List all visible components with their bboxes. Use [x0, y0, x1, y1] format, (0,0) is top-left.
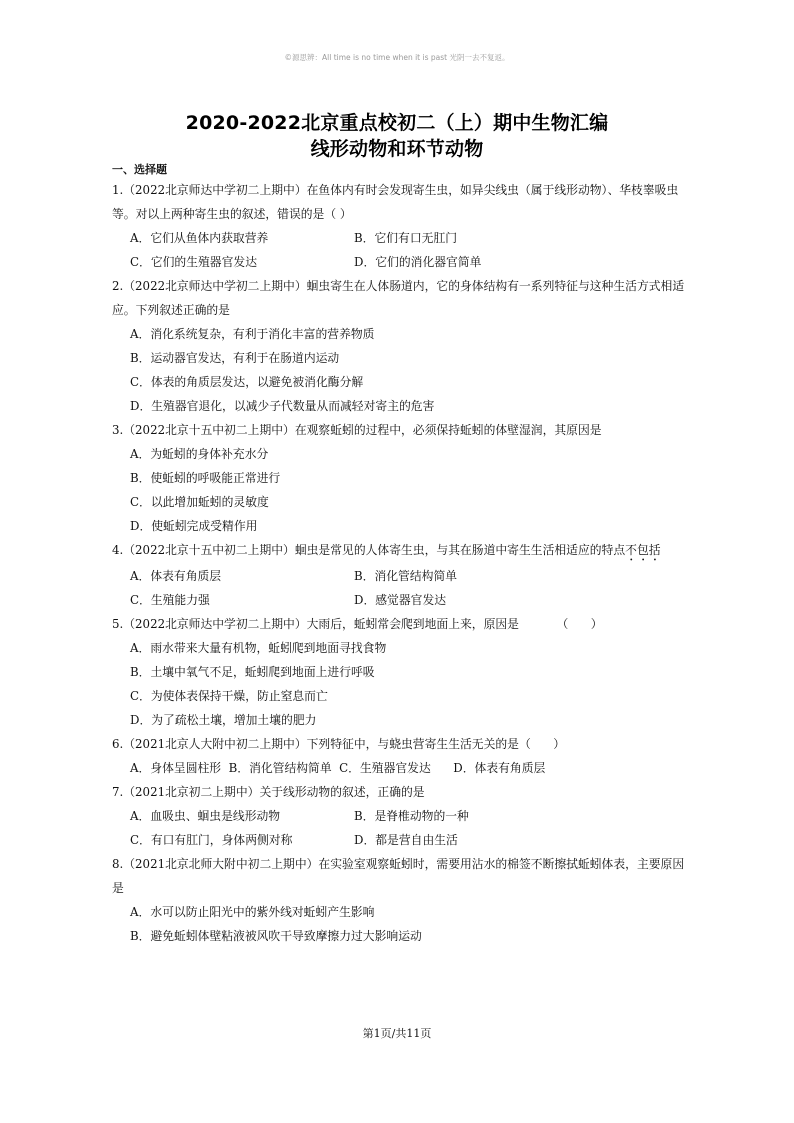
option-a: A．水可以防止阳光中的紫外线对蚯蚓产生影响	[130, 905, 375, 919]
question-stem: 6.（2021北京人大附中初二上期中）下列特征中，与蛲虫营寄生生活无关的是（ ）	[112, 737, 566, 751]
option-a: A．血吸虫、蛔虫是线形动物	[130, 809, 281, 823]
question-7	[112, 780, 688, 852]
option-d: D．使蚯蚓完成受精作用	[130, 519, 258, 533]
option-d: D．为了疏松土壤，增加土壤的肥力	[130, 713, 317, 727]
question-8	[112, 852, 688, 948]
option-d: D．它们的消化器官简单	[354, 255, 482, 269]
option-b: B．消化管结构简单	[354, 569, 458, 583]
option-c: C．以此增加蚯蚓的灵敏度	[130, 495, 269, 509]
option-b: B．使蚯蚓的呼吸能正常进行	[130, 471, 281, 485]
option-d: D．都是营自由生活	[354, 833, 458, 847]
option-b: B．土壤中氧气不足，蚯蚓爬到地面上进行呼吸	[130, 665, 375, 679]
question-stem: 8.（2021北京北师大附中初二上期中）在实验室观察蚯蚓时，需要用沾水的棉签不断擦拭蚯蚓体表，主要原因是	[112, 857, 685, 895]
option-row	[130, 756, 688, 780]
option-row	[130, 588, 688, 612]
question-1	[112, 178, 688, 274]
option-a: A．身体呈圆柱形	[130, 761, 222, 775]
option-b: B．是脊椎动物的一种	[354, 809, 469, 823]
question-4	[112, 538, 688, 612]
question-3	[112, 418, 688, 538]
option-d: D．体表有角质层	[453, 761, 546, 775]
option-b: B．它们有口无肛门	[354, 231, 458, 245]
question-stem: 7.（2021北京初二上期中）关于线形动物的叙述，正确的是	[112, 785, 425, 799]
option-c: C．生殖器官发达	[339, 761, 431, 775]
question-stem: 1.（2022北京师达中学初二上期中）在鱼体内有时会发现寄生虫，如异尖线虫（属于线形动物）、华枝睾吸虫等。对以上两种寄生虫的叙述，错误的是（ ）	[112, 183, 679, 221]
option-row	[130, 250, 688, 274]
option-row	[130, 564, 688, 588]
option-d: D．生殖器官退化，以减少子代数量从而减轻对寄主的危害	[130, 399, 435, 413]
question-stem: 5.（2022北京师达中学初二上期中）大雨后，蚯蚓常会爬到地面上来，原因是 （ ）	[112, 617, 603, 631]
option-a: A．它们从鱼体内获取营养	[130, 231, 269, 245]
question-2	[112, 274, 688, 418]
option-b: B．消化管结构简单	[228, 761, 332, 775]
section-title: 一、选择题	[112, 163, 167, 176]
option-row	[130, 828, 688, 852]
document-subtitle: 线形动物和环节动物	[310, 138, 484, 160]
option-row	[130, 804, 688, 828]
question-stem-text: 4.（2022北京十五中初二上期中）蛔虫是常见的人体寄生虫，与其在肠道中寄生生活相适应的特点	[112, 543, 626, 557]
page-number: 第1页/共11页	[362, 1027, 432, 1040]
option-row	[130, 226, 688, 250]
question-5	[112, 612, 688, 732]
watermark: ©源思辨：All time is no time when it is past 光阴一去不复返。	[284, 53, 510, 62]
option-b: B．避免蚯蚓体壁粘液被风吹干导致摩擦力过大影响运动	[130, 929, 422, 943]
option-b: B．运动器官发达，有利于在肠道内运动	[130, 351, 340, 365]
option-a: A．雨水带来大量有机物，蚯蚓爬到地面寻找食物	[130, 641, 387, 655]
option-a: A．为蚯蚓的身体补充水分	[130, 447, 269, 461]
option-c: C．为使体表保持干燥，防止窒息而亡	[130, 689, 328, 703]
option-a: A．消化系统复杂，有利于消化丰富的营养物质	[130, 327, 375, 341]
question-stem: 3.（2022北京十五中初二上期中）在观察蚯蚓的过程中，必须保持蚯蚓的体壁湿润，其原因是	[112, 423, 602, 437]
document-title: 2020-2022北京重点校初二（上）期中生物汇编	[185, 112, 609, 134]
question-stem: 2.（2022北京师达中学初二上期中）蛔虫寄生在人体肠道内，它的身体结构有一系列特征与这种生活方式相适应。下列叙述正确的是	[112, 279, 685, 317]
option-c: C．体表的角质层发达，以避免被消化酶分解	[130, 375, 364, 389]
option-d: D．感觉器官发达	[354, 593, 447, 607]
option-c: C．有口有肛门，身体两侧对称	[130, 833, 293, 847]
question-stem	[112, 538, 688, 564]
question-6	[112, 732, 688, 780]
option-c: C．生殖能力强	[130, 593, 210, 607]
option-a: A．体表有角质层	[130, 569, 222, 583]
option-c: C．它们的生殖器官发达	[130, 255, 257, 269]
emphasized-text: 不包括	[625, 543, 661, 557]
question-list	[112, 178, 688, 948]
